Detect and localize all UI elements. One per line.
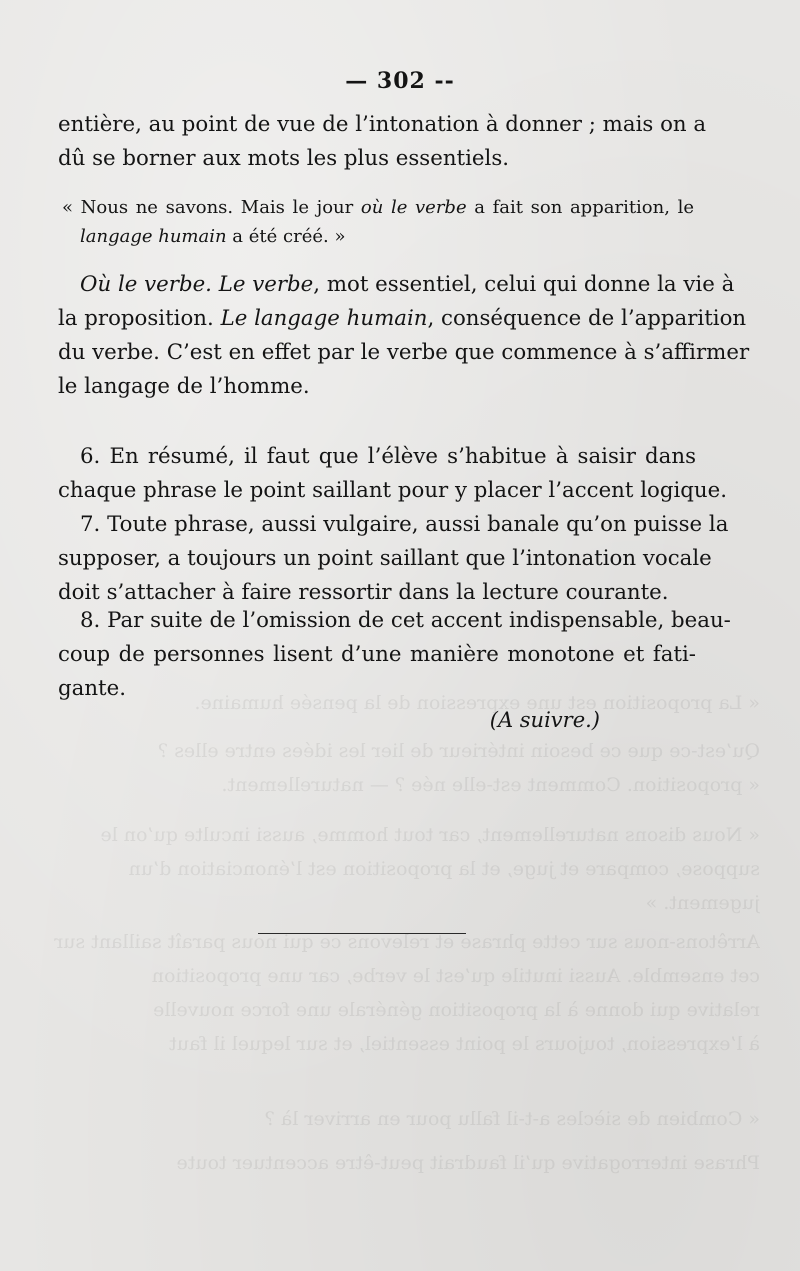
text-line: le langage de l’homme.: [58, 374, 310, 399]
quote-emphasis: langage humain: [80, 226, 227, 247]
quote-text: « Nous ne savons. Mais le jour: [62, 197, 361, 218]
text-line: [58, 302, 747, 336]
text-line: 7. Toute phrase, aussi vulgaire, aussi banale qu’on puisse la: [80, 512, 729, 537]
text-line: entière, au point de vue de l’intonation à donner ; mais on a: [58, 112, 707, 137]
text-line: chaque phrase le point saillant pour y placer l’accent logique.: [58, 478, 728, 503]
bleed-through-line: Qu’est-ce que ce besoin intérieur de lier les idées entre elles ?: [157, 740, 760, 762]
text: , mot essentiel, celui qui donne la vie à: [313, 272, 735, 297]
text-line: coup de personnes lisent d’une manière monotone et fati-: [58, 642, 696, 667]
section-divider: [258, 933, 466, 934]
text-line: 6. En résumé, il faut que l’élève s’habitue à saisir dans: [80, 444, 696, 469]
quote-line: [62, 222, 694, 251]
to-be-continued: (A suivre.): [489, 708, 600, 732]
bleed-through-line: Phrase interrogative qu’il faudrait peut-être accentuer toute: [176, 1152, 760, 1174]
bleed-through-line: « Nous disons naturellement, car tout homme, aussi inculte qu’on le: [100, 824, 760, 846]
quote-text: a été créé. »: [226, 226, 346, 247]
bleed-through-line: « La proposition est une expression de la pensée humaine.: [194, 692, 760, 714]
paragraph-continuation: [58, 108, 707, 176]
bleed-through-line: « Combien de siècles a-t-il fallu pour en arriver là ?: [264, 1108, 760, 1130]
block-quote: [62, 193, 694, 251]
quote-text: a fait son apparition, le: [466, 197, 695, 218]
bleed-through-line: suppose, compare et juge, et la proposition est l’énonciation d’un: [128, 858, 760, 880]
emphasis: Où le verbe. Le verbe: [80, 272, 314, 297]
text-line: gante.: [58, 676, 126, 701]
text: , conséquence de l’apparition: [427, 306, 747, 331]
text: la proposition.: [58, 306, 221, 331]
emphasis: Le langage humain: [220, 306, 428, 331]
page-number: — 302 --: [345, 68, 455, 94]
text-line: [58, 268, 735, 302]
text-line: doit s’attacher à faire ressortir dans la lecture courante.: [58, 580, 669, 605]
bleed-through-line: jugement. »: [645, 892, 760, 914]
numbered-point-7: [58, 508, 729, 610]
text-line: supposer, a toujours un point saillant que l’intonation vocale: [58, 546, 712, 571]
bleed-through-line: « proposition. Comment est-elle née ? — naturellement.: [221, 774, 760, 796]
text-line: dû se borner aux mots les plus essentiels.: [58, 146, 510, 171]
quote-line: [62, 193, 694, 222]
bleed-through-line: Arrêtons-nous sur cette phrase et relevons ce qui nous paraît saillant sur: [54, 931, 760, 953]
numbered-point-8: [58, 604, 731, 706]
commentary-paragraph: [58, 268, 750, 404]
bleed-through-line: à l’expression, toujours le point essentiel, et sur lequel il faut: [169, 1033, 760, 1055]
text-line: 8. Par suite de l’omission de cet accent indispensable, beau-: [80, 608, 731, 633]
quote-emphasis: où le verbe: [360, 197, 467, 218]
numbered-point-6: [58, 440, 728, 508]
bleed-through-line: cet ensemble. Aussi inutile qu’est le verbe, car une proposition: [151, 965, 760, 987]
bleed-through-line: relative qui donne à la proposition générale une force nouvelle: [153, 999, 760, 1021]
text-line: du verbe. C’est en effet par le verbe que commence à s’affirmer: [58, 340, 750, 365]
